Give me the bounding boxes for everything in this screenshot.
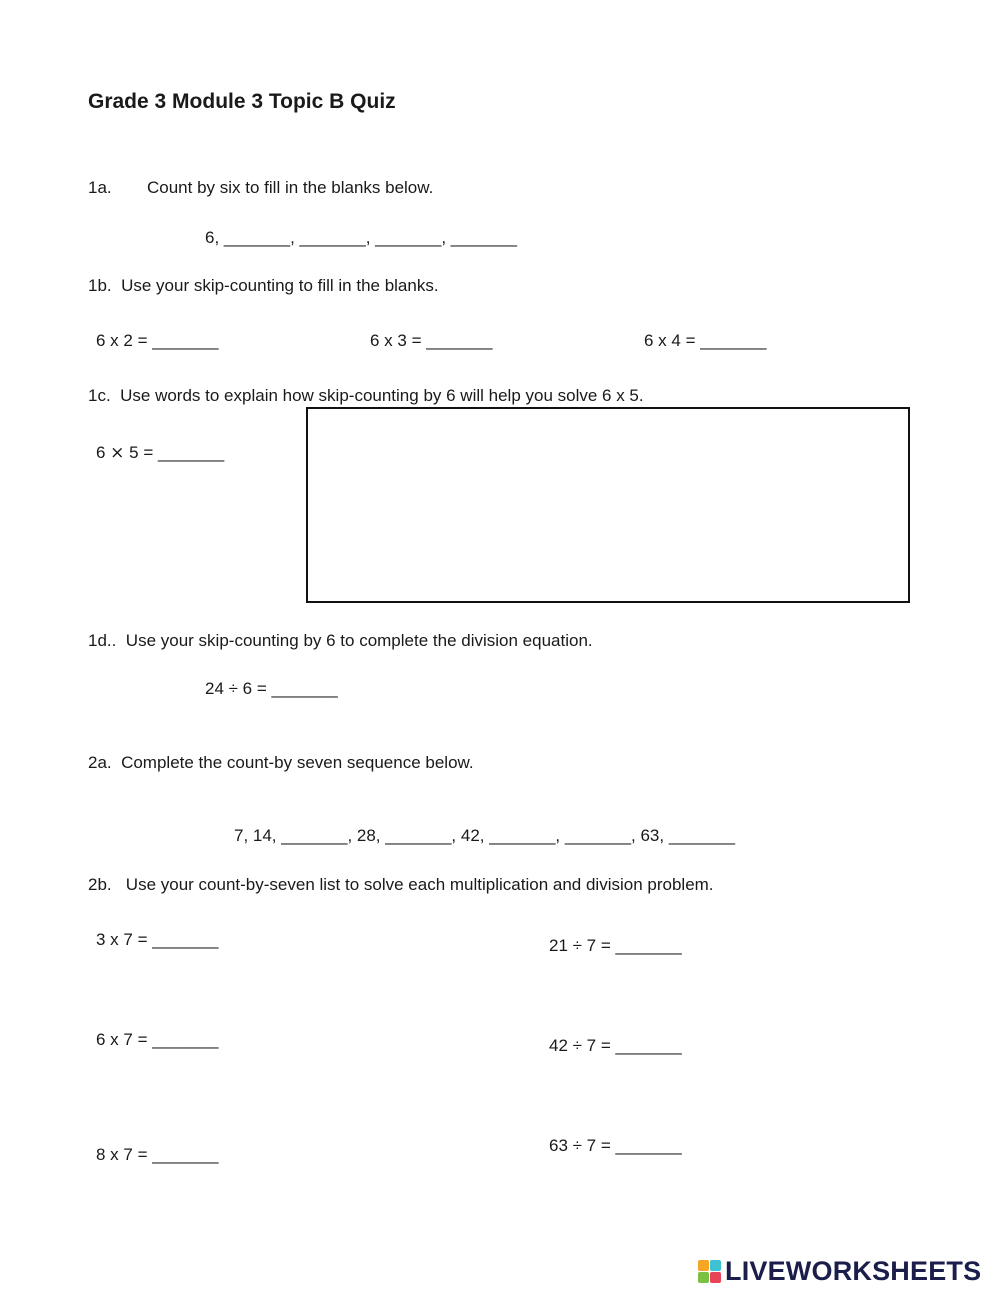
question-1d-equation[interactable]: 24 ÷ 6 = _______ <box>205 679 338 698</box>
logo-wordmark: LIVEWORKSHEETS <box>725 1256 982 1286</box>
question-2b-text: 2b. Use your count-by-seven list to solve each multiplication and division problem. <box>88 875 714 894</box>
logo-mark-icon <box>698 1260 721 1283</box>
question-1d-text: 1d.. Use your skip-counting by 6 to complete the division equation. <box>88 631 593 650</box>
question-2a-sequence[interactable]: 7, 14, _______, 28, _______, 42, _______, _______, 63, _______ <box>234 826 736 845</box>
logo-tile <box>710 1260 721 1271</box>
question-1c-text: 1c. Use words to explain how skip-counting by 6 will help you solve 6 x 5. <box>88 386 644 405</box>
question-1a-number: 1a. <box>88 178 112 197</box>
logo-tile <box>698 1272 709 1283</box>
question-2b-mult-3[interactable]: 8 x 7 = _______ <box>96 1145 219 1164</box>
question-1b-item-3[interactable]: 6 x 4 = _______ <box>644 331 767 350</box>
question-2b-div-3[interactable]: 63 ÷ 7 = _______ <box>549 1136 682 1155</box>
question-2b-mult-1[interactable]: 3 x 7 = _______ <box>96 930 219 949</box>
liveworksheets-logo <box>698 1256 981 1286</box>
question-1a-text: Count by six to fill in the blanks below. <box>147 178 434 197</box>
question-1b-item-1[interactable]: 6 x 2 = _______ <box>96 331 219 350</box>
question-1b-text: 1b. Use your skip-counting to fill in the blanks. <box>88 276 439 295</box>
answer-box[interactable] <box>306 407 910 603</box>
logo-tile <box>710 1272 721 1283</box>
question-1b-item-2[interactable]: 6 x 3 = _______ <box>370 331 493 350</box>
page-title: Grade 3 Module 3 Topic B Quiz <box>88 90 396 113</box>
question-2a-text: 2a. Complete the count-by seven sequence below. <box>88 753 474 772</box>
question-2b-div-1[interactable]: 21 ÷ 7 = _______ <box>549 936 682 955</box>
question-2b-div-2[interactable]: 42 ÷ 7 = _______ <box>549 1036 682 1055</box>
question-1a-sequence[interactable]: 6, _______, _______, _______, _______ <box>205 228 517 247</box>
question-1c-equation[interactable]: 6 ⨯ 5 = _______ <box>96 443 225 462</box>
question-2b-mult-2[interactable]: 6 x 7 = _______ <box>96 1030 219 1049</box>
logo-tile <box>698 1260 709 1271</box>
